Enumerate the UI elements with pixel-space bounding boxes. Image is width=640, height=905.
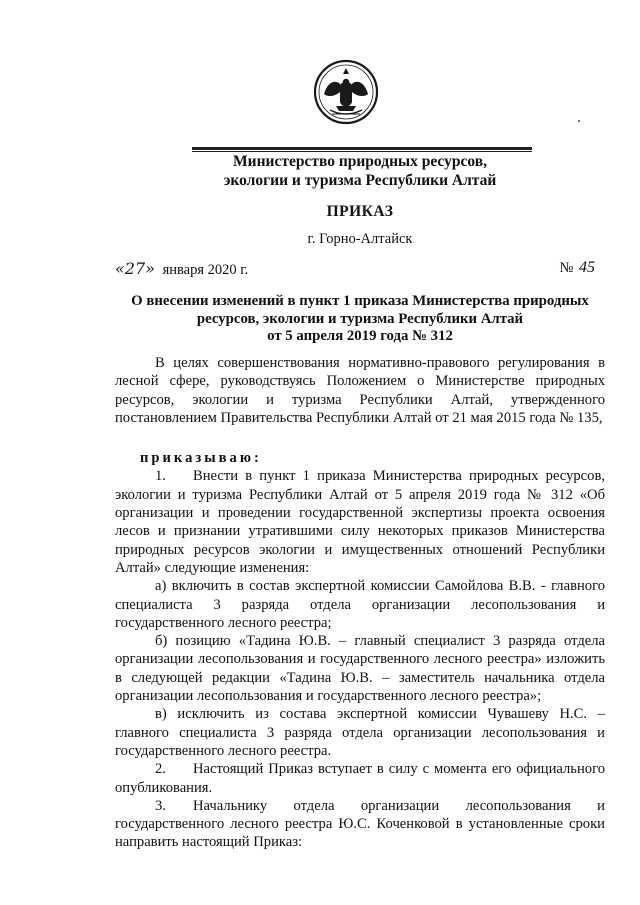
item-1-paragraph: [115, 467, 605, 577]
sub-item-v: в) исключить из состава экспертной комиссии Чувашеву Н.С. – главного специалиста 3 разряда отдела организации лесопользования и государственного лесного реестра.: [115, 706, 605, 759]
number-value-handwritten: 45: [579, 259, 595, 276]
heading-line-2: ресурсов, экологии и туризма Республики Алтай: [196, 310, 524, 327]
heading-line-3: от 5 апреля 2019 года № 312: [267, 328, 453, 344]
item-3-paragraph: [115, 797, 605, 852]
city: г. Горно-Алтайск: [307, 231, 413, 247]
date-day-handwritten: «27»: [115, 259, 155, 278]
sub-item-b: б) позицию «Тадина Ю.В. – главный специалист 3 разряда отдела организации лесопользования и государственного лесного реестра» изложить в следующей редакции «Тадина Ю.В. – заместитель начальника отдела организации лесопользования и государственного лесного реестра»;: [115, 633, 605, 705]
document-number: [560, 259, 595, 277]
ministry-line-1: Министерство природных ресурсов,: [233, 153, 487, 170]
item-3-number: 3.: [155, 797, 166, 814]
date-month-year: января 2020 г.: [162, 262, 249, 278]
ministry-name: [150, 152, 570, 190]
item-1-number: 1.: [155, 468, 166, 485]
item-2-number: 2.: [155, 761, 166, 778]
item-2-paragraph: [115, 760, 605, 797]
item-2-text: Настоящий Приказ вступает в силу с момента его официального опубликования.: [115, 761, 605, 796]
document-type: ПРИКАЗ: [326, 203, 394, 220]
header-rule-thick: [192, 147, 532, 150]
prikazyvayu-label: приказываю:: [140, 450, 262, 467]
coat-of-arms-emblem: [312, 52, 380, 132]
heading-line-1: О внесении изменений в пункт 1 приказа Министерства природных: [131, 293, 589, 309]
sub-item-a: а) включить в состав экспертной комиссии Самойлова В.В. - главного специалиста 3 разряда отдела организации лесопользования и государственного лесного реестра;: [115, 578, 605, 631]
item-3-text: Начальнику отдела организации лесопользования и государственного лесного реестра Ю.С. Коченковой в установленные сроки направить настоящий Приказ:: [115, 797, 605, 851]
ministry-line-2: экологии и туризма Республики Алтай: [223, 172, 497, 189]
document-body: [115, 354, 605, 852]
number-label: №: [559, 260, 574, 276]
item-1-text: Внести в пункт 1 приказа Министерства природных ресурсов, экологии и туризма Республики Алтай от 5 апреля 2019 года № 312 «Об организации и проведении государственной экспертизы проекта освоения лесов и признании утратившими силу некоторых приказов Министерства природных ресурсов экологии и имущественных отношений Республики Алтай» следующие изменения:: [115, 468, 605, 576]
scan-speck: [578, 120, 580, 122]
preamble-paragraph: В целях совершенствования нормативно-правового регулирования в лесной сфере, руководствуясь Положением о Министерстве природных ресурсов, экологии и туризма Республики Алтай, утвержденного постановлением Правительства Республики Алтай от 21 мая 2015 года № 135,: [115, 355, 605, 426]
document-heading: [110, 293, 610, 346]
date-number-line: [115, 259, 605, 281]
